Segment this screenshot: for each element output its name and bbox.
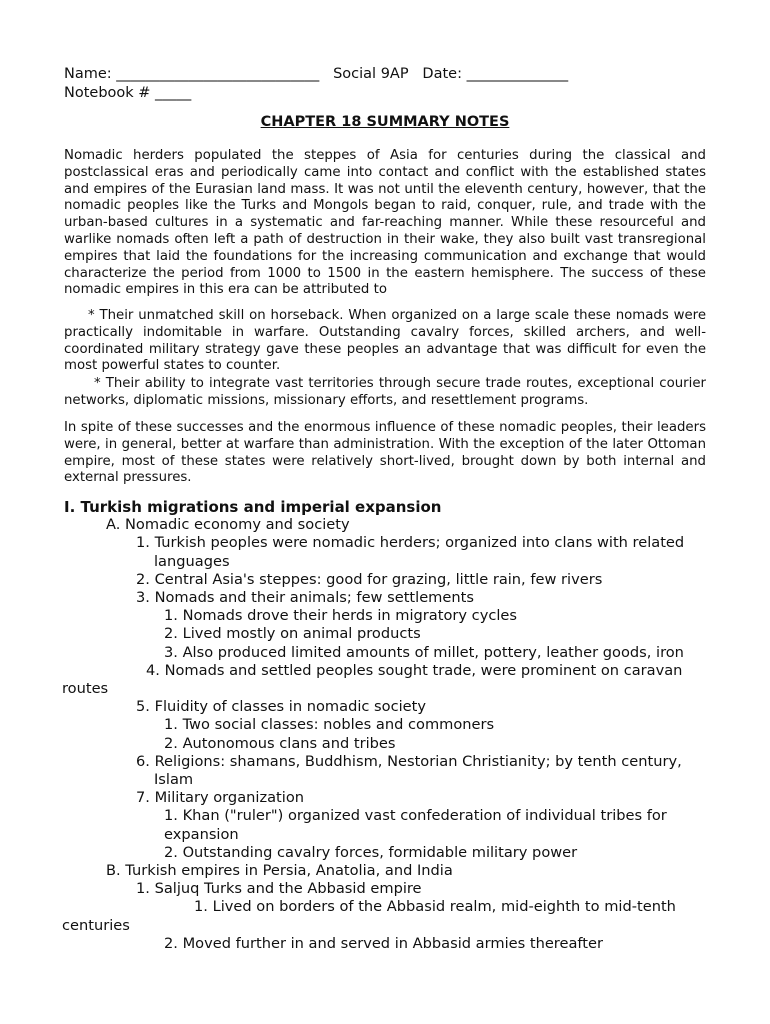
- outline-item: 1. Lived on borders of the Abbasid realm, mid-eighth to mid-tenth: [194, 898, 676, 916]
- outline-item-continuation: routes: [62, 680, 109, 698]
- outline-item: 2. Moved further in and served in Abbasid armies thereafter: [164, 934, 603, 952]
- outline-item-continuation: centuries: [62, 916, 130, 934]
- outline-item: 1. Turkish peoples were nomadic herders; organized into clans with related: [136, 534, 685, 552]
- outline-item: 3. Nomads and their animals; few settlements: [136, 589, 474, 607]
- outline-item-continuation: Islam: [154, 771, 194, 789]
- bullet-horseback: * Their unmatched skill on horseback. When organized on a large scale these nomads were practically indomitable in warfare. Outstanding cavalry forces, skilled archers, and well-coordinated military strategy gave these peoples an advantage that was difficult for even the most powerful states to counter.: [64, 308, 706, 374]
- outline: [64, 498, 706, 953]
- outline-item: 2. Outstanding cavalry forces, formidable military power: [164, 843, 578, 861]
- section-heading: I. Turkish migrations and imperial expansion: [64, 498, 442, 516]
- notebook-line: Notebook # _____: [64, 85, 192, 101]
- outline-item: 1. Saljuq Turks and the Abbasid empire: [136, 880, 422, 898]
- outline-item: 5. Fluidity of classes in nomadic society: [136, 698, 426, 716]
- outline-item: 2. Autonomous clans and tribes: [164, 734, 396, 752]
- outline-item-continuation: languages: [154, 552, 230, 570]
- outline-item: 1. Khan ("ruler") organized vast confederation of individual tribes for: [164, 807, 667, 825]
- outline-item: 1. Two social classes: nobles and commoners: [164, 716, 495, 734]
- outline-item: B. Turkish empires in Persia, Anatolia, and India: [106, 862, 453, 880]
- outline-item: 3. Also produced limited amounts of millet, pottery, leather goods, iron: [164, 643, 684, 661]
- intro-paragraph: Nomadic herders populated the steppes of Asia for centuries during the classical and postclassical eras and periodically came into contact and conflict with the established states and empires of the Eurasian land mass. It was not until the eleventh century, however, that the nomadic peoples like the Turks and Mongols began to raid, conquer, rule, and trade with the urban-based cultures in a systematic and far-reaching manner. While these resourceful and warlike nomads often left a path of destruction in their wake, they also built vast transregional empires that laid the foundations for the increasing communication and exchange that would characterize the period from 1000 to 1500 in the eastern hemisphere. The success of these nomadic empires in this era can be attributed to: [64, 148, 706, 298]
- outline-item: 6. Religions: shamans, Buddhism, Nestorian Christianity; by tenth century,: [136, 752, 682, 770]
- bullet-integration: * Their ability to integrate vast territories through secure trade routes, exceptional courier networks, diplomatic missions, missionary efforts, and resettlement programs.: [64, 376, 706, 408]
- outline-item: 2. Central Asia's steppes: good for grazing, little rain, few rivers: [136, 570, 603, 588]
- outline-item: 7. Military organization: [136, 789, 304, 807]
- outline-item: 4. Nomads and settled peoples sought trade, were prominent on caravan: [146, 661, 683, 679]
- outline-item-continuation: expansion: [164, 825, 239, 843]
- closing-paragraph: In spite of these successes and the enormous influence of these nomadic peoples, their leaders were, in general, better at warfare than administration. With the exception of the later Ottoman empire, most of these states were relatively short-lived, brought down by both internal and external pressures.: [64, 420, 706, 486]
- page-title: CHAPTER 18 SUMMARY NOTES: [260, 114, 510, 130]
- outline-item: 2. Lived mostly on animal products: [164, 625, 421, 643]
- name-date-line: Name: ____________________________ Social 9AP Date: ______________: [64, 66, 569, 82]
- outline-item: A. Nomadic economy and society: [106, 516, 350, 534]
- outline-item: 1. Nomads drove their herds in migratory cycles: [164, 607, 517, 625]
